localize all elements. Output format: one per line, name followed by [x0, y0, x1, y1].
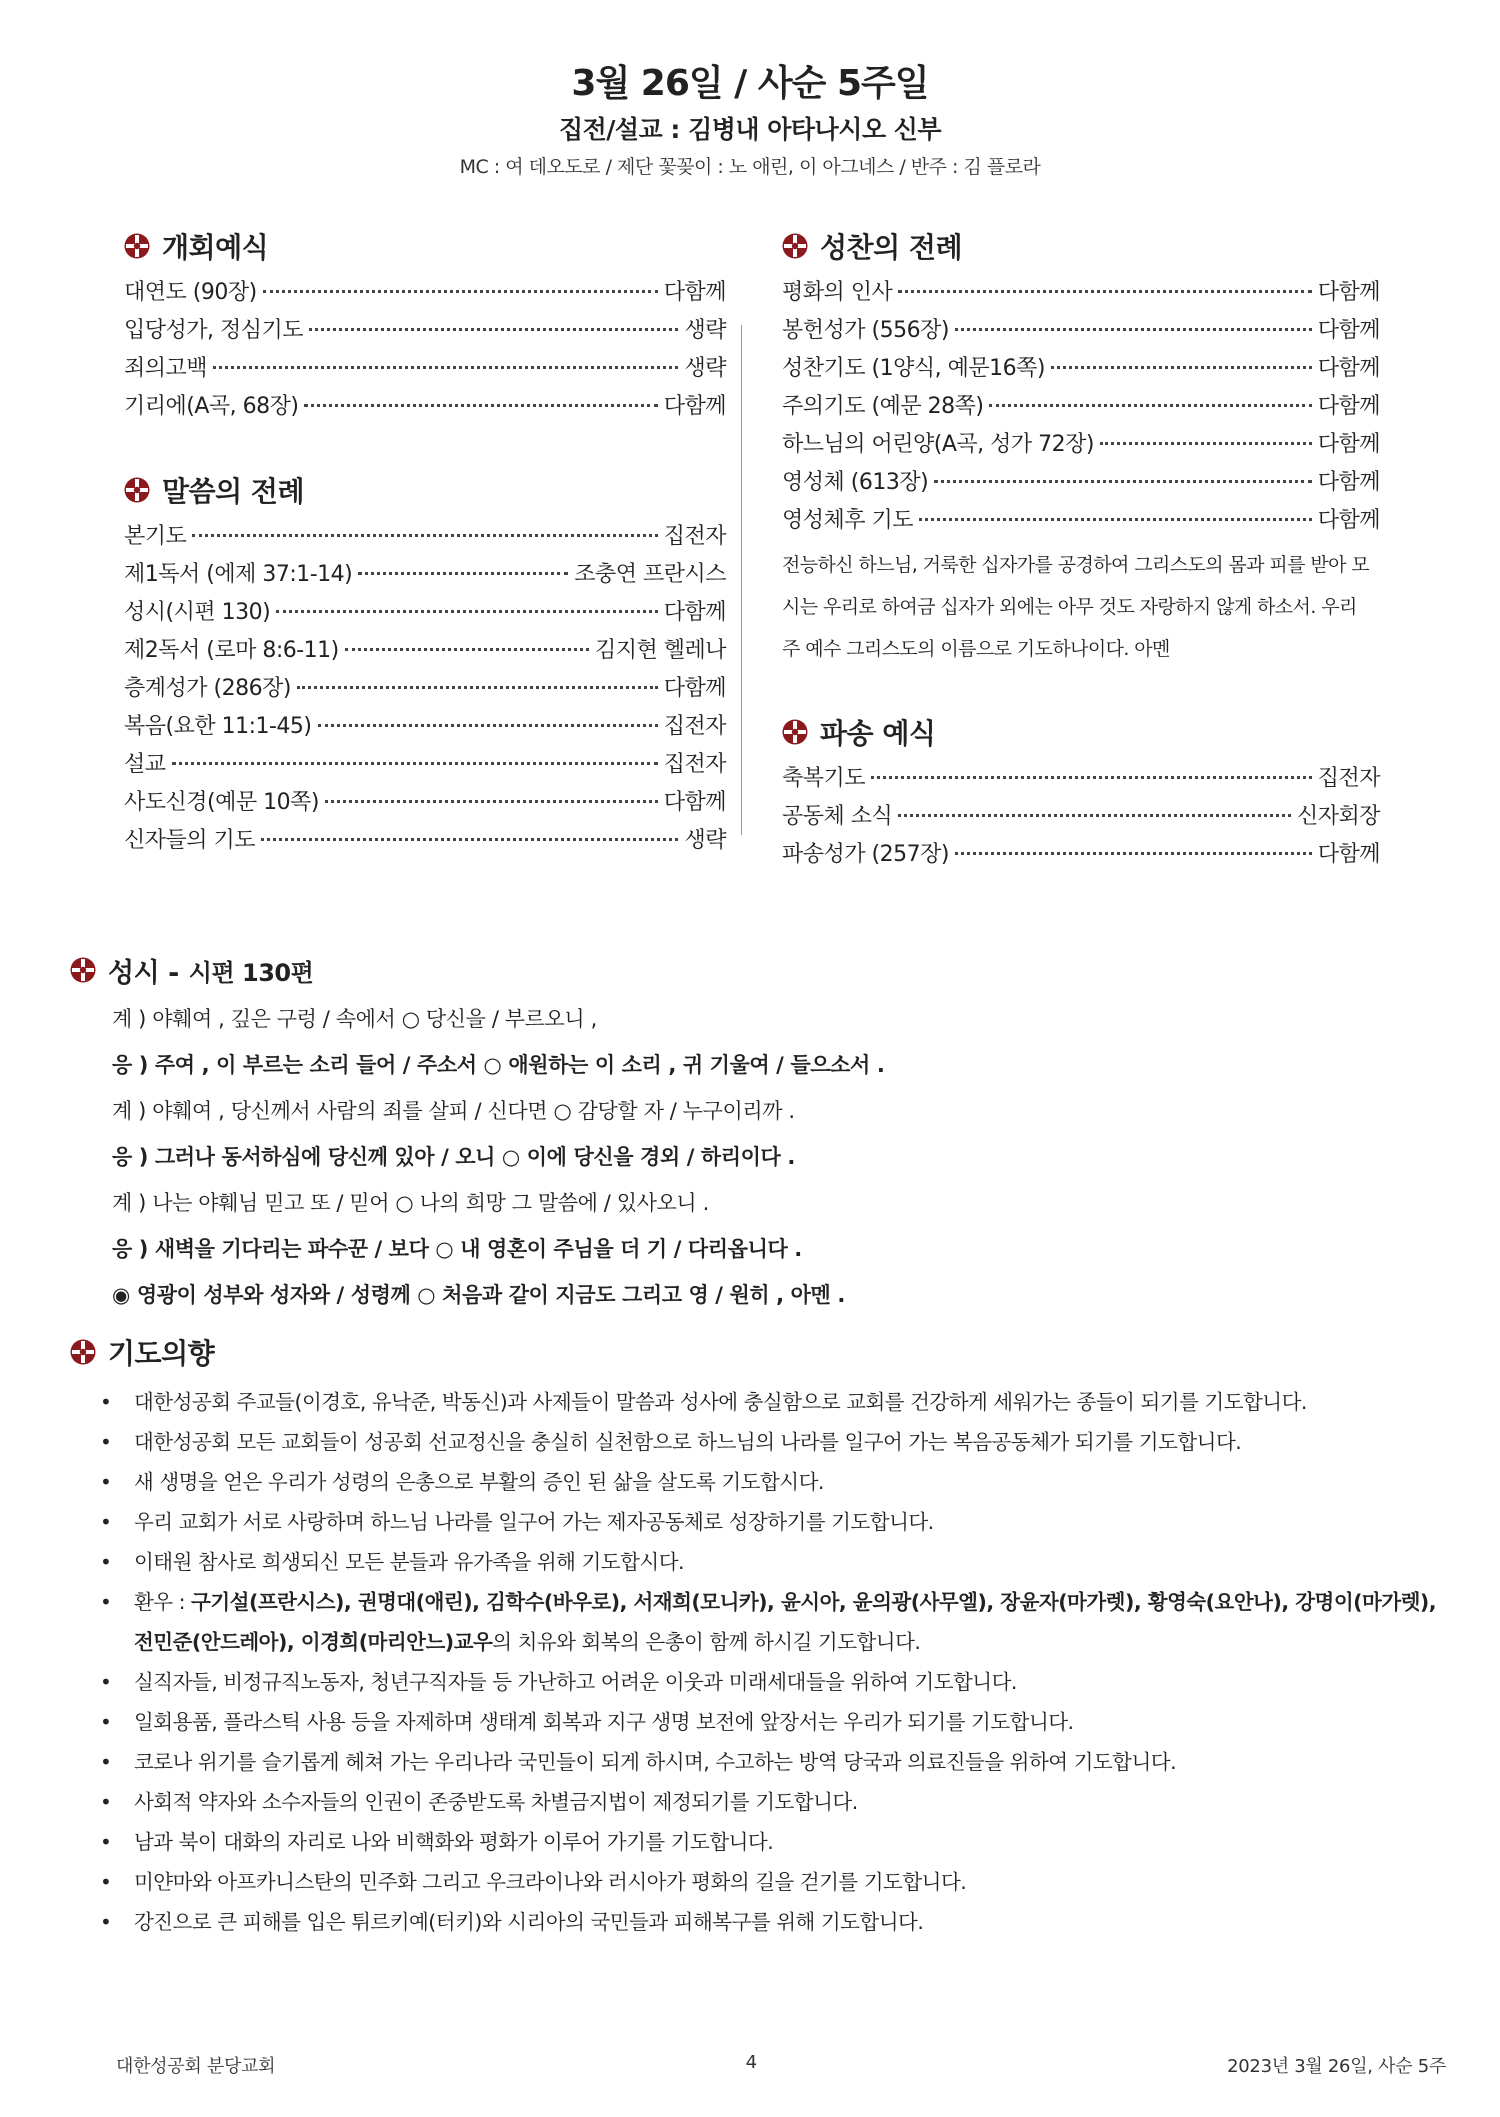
dot-leader [934, 480, 1312, 483]
intention-text: 대한성공회 주교들(이경호, 유낙준, 박동신)과 사제들이 말씀과 성사에 충실함으로 교회를 건강하게 세워가는 종들이 되기를 기도합니다. [134, 1390, 1307, 1414]
order-row [124, 350, 726, 388]
sick-names: 구기설(프란시스), 권명대(애린), 김학수(바우로), 서재희(모니카), 윤시아, 윤의광(사무엘), 장윤자(마가렛), 황영숙(요안나), 강명이(마가렛), 전민준(안드레아), 이경희(마리안느)교우 [134, 1590, 1437, 1654]
section-title: 성찬의 전례 [820, 231, 962, 264]
bullet-icon: • [100, 1830, 112, 1854]
bullet-icon: • [100, 1590, 112, 1614]
intentions-heading [70, 1330, 1450, 1374]
dot-leader [325, 800, 658, 803]
psalm-verse-line: 계 ) 나는 야훼님 믿고 또 / 믿어 ○ 나의 희망 그 말씀에 / 있사오니 . [112, 1191, 709, 1215]
order-row [782, 798, 1380, 836]
bullet-icon: • [100, 1550, 112, 1574]
dot-leader [919, 518, 1312, 521]
order-item-role: 조충연 프란시스 [574, 562, 726, 587]
section-title: 파송 예식 [820, 717, 936, 750]
intentions-list [70, 1382, 1450, 1942]
order-item-role: 다함께 [1317, 394, 1380, 419]
section-title: 기도의향 [108, 1337, 215, 1370]
column-divider [741, 325, 742, 835]
order-item-role: 신자회장 [1296, 804, 1380, 829]
order-item-role: 다함께 [1317, 508, 1380, 533]
order-item-role: 다함께 [1317, 318, 1380, 343]
section-dismissal-heading [782, 710, 1380, 754]
order-row [782, 312, 1380, 350]
intention-item [100, 1462, 1450, 1502]
intention-text: 사회적 약자와 소수자들의 인권이 존중받도록 차별금지법이 제정되기를 기도합니다. [134, 1790, 858, 1814]
intention-item [100, 1502, 1450, 1542]
intention-item [100, 1382, 1450, 1422]
intention-text: 이태원 참사로 희생되신 모든 분들과 유가족을 위해 기도합시다. [134, 1550, 685, 1574]
order-row [124, 784, 726, 822]
bullet-icon: • [100, 1750, 112, 1774]
order-item-label: 평화의 인사 [782, 280, 893, 305]
order-item-role: 다함께 [663, 600, 726, 625]
dot-leader [309, 328, 678, 331]
section-title: 성시 - [108, 957, 179, 989]
order-item-role: 다함께 [663, 280, 726, 305]
psalm-verse-line: 계 ) 야훼여 , 깊은 구렁 / 속에서 ○ 당신을 / 부르오니 , [112, 1007, 597, 1031]
order-item-label: 입당성가, 정심기도 [124, 318, 304, 343]
cross-icon [70, 1339, 96, 1365]
cross-icon [70, 957, 96, 983]
bullet-icon: • [100, 1430, 112, 1454]
dot-leader [871, 776, 1312, 779]
order-item-role: 다함께 [663, 394, 726, 419]
order-row [782, 274, 1380, 312]
dot-leader [263, 290, 658, 293]
dot-leader [898, 814, 1291, 817]
order-row [782, 426, 1380, 464]
order-item-role: 다함께 [1317, 432, 1380, 457]
roles-line: MC : 여 데오도로 / 제단 꽃꽂이 : 노 애린, 이 아그네스 / 반주 : 김 플로라 [459, 156, 1041, 178]
sick-suffix: 의 치유와 회복의 은총이 함께 하시길 기도합니다. [492, 1630, 921, 1654]
psalm-lines [70, 996, 1450, 1318]
bullet-icon: • [100, 1870, 112, 1894]
bullet-icon: • [100, 1510, 112, 1534]
dot-leader [172, 762, 658, 765]
right-column [782, 224, 1380, 874]
order-row [124, 388, 726, 426]
bullet-icon: • [100, 1670, 112, 1694]
dot-leader [955, 852, 1312, 855]
psalm-verse-line: 계 ) 야훼여 , 당신께서 사람의 죄를 살피 / 신다면 ○ 감당할 자 / 누구이리까 . [112, 1099, 795, 1123]
cross-icon [124, 233, 150, 259]
order-item-role: 집전자 [663, 752, 726, 777]
order-row [782, 388, 1380, 426]
intention-item [100, 1902, 1450, 1942]
psalm-response-line: ◉ 영광이 성부와 성자와 / 성령께 ○ 처음과 같이 지금도 그리고 영 / 원히 , 아멘 . [112, 1283, 845, 1307]
page-title: 3월 26일 / 사순 5주일 [571, 63, 929, 104]
intention-item [100, 1862, 1450, 1902]
sick-prefix: 환우 : [134, 1590, 192, 1614]
footer-page-number: 4 [745, 2052, 757, 2073]
psalm-reference: 시편 130편 [188, 958, 314, 987]
intention-text: 일회용품, 플라스틱 사용 등을 자제하며 생태계 회복과 지구 생명 보전에 앞장서는 우리가 되기를 기도합니다. [134, 1710, 1074, 1734]
dot-leader [261, 838, 678, 841]
post-communion-prayer: 전능하신 하느님, 거룩한 십자가를 공경하여 그리스도의 몸과 피를 받아 모시는 우리로 하여금 십자가 외에는 아무 것도 자랑하지 않게 하소서. 우리 주 예수 그리스도의 이름으로 기도하나이다. 아멘 [782, 554, 1370, 660]
intention-text: 코로나 위기를 슬기롭게 헤쳐 가는 우리나라 국민들이 되게 하시며, 수고하는 방역 당국과 의료진들을 위하여 기도합니다. [134, 1750, 1177, 1774]
order-row [782, 350, 1380, 388]
bullet-icon: • [100, 1710, 112, 1734]
intention-item [100, 1702, 1450, 1742]
order-item-label: 기리에(A곡, 68장) [124, 394, 299, 419]
order-item-role: 생략 [684, 356, 726, 381]
intention-text: 우리 교회가 서로 사랑하며 하느님 나라를 일구어 가는 제자공동체로 성장하기를 기도합니다. [134, 1510, 934, 1534]
dot-leader [1051, 366, 1312, 369]
order-row [782, 464, 1380, 502]
intention-item [100, 1742, 1450, 1782]
dot-leader [1100, 442, 1312, 445]
bullet-icon: • [100, 1910, 112, 1934]
order-item-label: 성찬기도 (1양식, 예문16쪽) [782, 356, 1045, 381]
order-item-label: 제2독서 (로마 8:6-11) [124, 638, 339, 663]
bullet-icon: • [100, 1470, 112, 1494]
order-row [782, 836, 1380, 874]
opening-list [124, 274, 726, 426]
dot-leader [955, 328, 1312, 331]
order-item-role: 집전자 [1317, 766, 1380, 791]
order-item-label: 복음(요한 11:1-45) [124, 714, 312, 739]
order-item-label: 축복기도 [782, 766, 866, 791]
order-row [124, 670, 726, 708]
order-item-label: 봉헌성가 (556장) [782, 318, 949, 343]
order-row [782, 760, 1380, 798]
order-row [124, 632, 726, 670]
dot-leader [276, 610, 658, 613]
intention-text: 새 생명을 얻은 우리가 성령의 은총으로 부활의 증인 된 삶을 살도록 기도합시다. [134, 1470, 824, 1494]
section-title: 개회예식 [162, 231, 269, 264]
dot-leader [345, 648, 589, 651]
intention-item [100, 1542, 1450, 1582]
order-row [124, 594, 726, 632]
order-item-label: 제1독서 (에제 37:1-14) [124, 562, 353, 587]
psalm-section [70, 948, 1450, 1318]
dot-leader [989, 404, 1311, 407]
intention-text: 미얀마와 아프카니스탄의 민주화 그리고 우크라이나와 러시아가 평화의 길을 걷기를 기도합니다. [134, 1870, 967, 1894]
cross-icon [124, 477, 150, 503]
psalm-response-line: 응 ) 새벽을 기다리는 파수꾼 / 보다 ○ 내 영혼이 주님을 더 기 / 다리옵니다 . [112, 1237, 802, 1261]
intention-text: 남과 북이 대화의 자리로 나와 비핵화와 평화가 이루어 가기를 기도합니다. [134, 1830, 774, 1854]
order-item-label: 성시(시편 130) [124, 600, 271, 625]
dot-leader [318, 724, 658, 727]
order-item-role: 집전자 [663, 524, 726, 549]
psalm-heading [70, 948, 1450, 992]
celebrant-line: 집전/설교 : 김병내 아타나시오 신부 [558, 115, 942, 144]
order-item-label: 죄의고백 [124, 356, 208, 381]
order-item-role: 김지현 헬레나 [594, 638, 726, 663]
psalm-response-line: 응 ) 주여 , 이 부르는 소리 들어 / 주소서 ○ 애원하는 이 소리 , 귀 기울여 / 들으소서 . [112, 1053, 885, 1077]
order-item-label: 공동체 소식 [782, 804, 893, 829]
order-row [124, 822, 726, 860]
order-item-label: 하느님의 어린양(A곡, 성가 72장) [782, 432, 1094, 457]
intention-text: 실직자들, 비정규직노동자, 청년구직자들 등 가난하고 어려운 이웃과 미래세대들을 위하여 기도합니다. [134, 1670, 1017, 1694]
section-title: 말씀의 전례 [162, 475, 304, 508]
order-item-role: 다함께 [1317, 280, 1380, 305]
order-row [124, 518, 726, 556]
order-row [124, 708, 726, 746]
section-opening-heading [124, 224, 726, 268]
order-item-label: 신자들의 기도 [124, 828, 256, 853]
order-row [124, 274, 726, 312]
intention-item [100, 1662, 1450, 1702]
order-item-label: 영성체 (613장) [782, 470, 929, 495]
order-item-label: 파송성가 (257장) [782, 842, 949, 867]
order-row [782, 502, 1380, 540]
order-item-role: 집전자 [663, 714, 726, 739]
order-item-role: 다함께 [1317, 470, 1380, 495]
order-item-label: 층계성가 (286장) [124, 676, 291, 701]
order-item-role: 다함께 [663, 790, 726, 815]
section-eucharist-heading [782, 224, 1380, 268]
bullet-icon: • [100, 1790, 112, 1814]
dismissal-list [782, 760, 1380, 874]
intentions-section [70, 1330, 1450, 1942]
order-item-label: 대연도 (90장) [124, 280, 257, 305]
order-item-role: 다함께 [1317, 842, 1380, 867]
order-item-label: 영성체후 기도 [782, 508, 914, 533]
order-item-role: 다함께 [1317, 356, 1380, 381]
cross-icon [782, 719, 808, 745]
order-row [124, 312, 726, 350]
eucharist-list [782, 274, 1380, 540]
order-item-label: 사도신경(예문 10쪽) [124, 790, 319, 815]
order-item-label: 본기도 [124, 524, 187, 549]
intention-text: 대한성공회 모든 교회들이 성공회 선교정신을 충실히 실천함으로 하느님의 나라를 일구어 가는 복음공동체가 되기를 기도합니다. [134, 1430, 1242, 1454]
dot-leader [192, 534, 657, 537]
intention-item [100, 1582, 1450, 1662]
bullet-icon: • [100, 1390, 112, 1414]
order-item-role: 다함께 [663, 676, 726, 701]
intention-item [100, 1782, 1450, 1822]
dot-leader [358, 572, 568, 575]
page-header [0, 62, 1500, 182]
order-item-label: 설교 [124, 752, 166, 777]
dot-leader [297, 686, 658, 689]
order-row [124, 556, 726, 594]
word-list [124, 518, 726, 860]
order-item-role: 생략 [684, 318, 726, 343]
intention-item [100, 1822, 1450, 1862]
intention-text: 강진으로 큰 피해를 입은 튀르키예(터키)와 시리아의 국민들과 피해복구를 위해 기도합니다. [134, 1910, 924, 1934]
left-column [124, 224, 726, 860]
order-row [124, 746, 726, 784]
order-item-label: 주의기도 (예문 28쪽) [782, 394, 984, 419]
footer-date: 2023년 3월 26일, 사순 5주 [1227, 2056, 1446, 2077]
psalm-response-line: 응 ) 그러나 동서하심에 당신께 있아 / 오니 ○ 이에 당신을 경외 / 하리이다 . [112, 1145, 795, 1169]
page-footer [116, 2052, 1446, 2078]
order-item-role: 생략 [684, 828, 726, 853]
dot-leader [213, 366, 678, 369]
intention-item [100, 1422, 1450, 1462]
dot-leader [304, 404, 657, 407]
cross-icon [782, 233, 808, 259]
section-word-heading [124, 468, 726, 512]
dot-leader [898, 290, 1311, 293]
footer-church: 대한성공회 분당교회 [116, 2056, 276, 2077]
